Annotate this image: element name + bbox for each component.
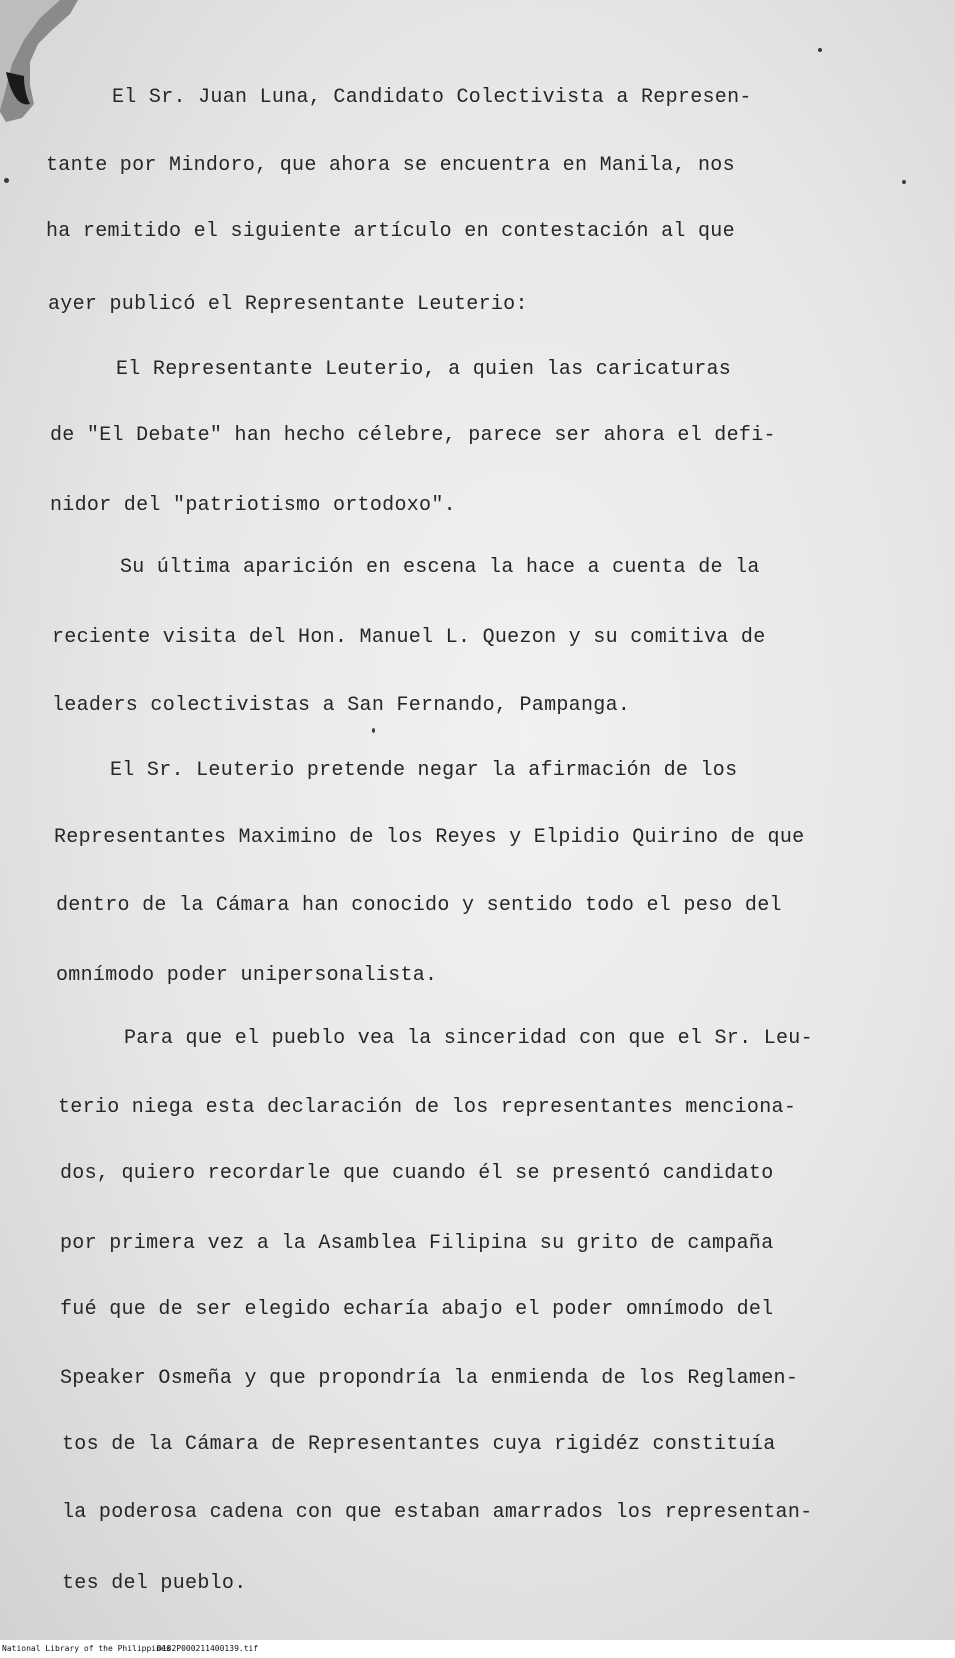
text-line: reciente visita del Hon. Manuel L. Quezon y su comitiva de [52, 626, 766, 649]
ink-speck [818, 48, 822, 52]
text-line: omnímodo poder unipersonalista. [56, 964, 438, 987]
text-line: leaders colectivistas a San Fernando, Pampanga. [52, 694, 631, 717]
text-line: ayer publicó el Representante Leuterio: [48, 293, 528, 316]
text-line: nidor del "patriotismo ortodoxo". [50, 494, 456, 517]
text-line: tes del pueblo. [62, 1572, 247, 1595]
scan-footer [0, 1640, 955, 1658]
library-credit: National Library of the Philippines [2, 1644, 171, 1653]
text-line: dos, quiero recordarle que cuando él se presentó candidato [60, 1162, 774, 1185]
text-line: Para que el pueblo vea la sinceridad con que el Sr. Leu- [124, 1027, 813, 1050]
text-line: por primera vez a la Asamblea Filipina su grito de campaña [60, 1232, 774, 1255]
text-line: tos de la Cámara de Representantes cuya rigidéz constituía [62, 1433, 776, 1456]
file-name: D182P000211400139.tif [157, 1644, 259, 1653]
text-line: de "El Debate" han hecho célebre, parece ser ahora el defi- [50, 424, 776, 447]
text-line: terio niega esta declaración de los representantes menciona- [58, 1096, 797, 1119]
text-line: ha remitido el siguiente artículo en contestación al que [46, 220, 735, 243]
text-line: Su última aparición en escena la hace a cuenta de la [120, 556, 760, 579]
text-line: fué que de ser elegido echaría abajo el poder omnímodo del [60, 1298, 774, 1321]
ink-speck [372, 728, 375, 733]
ink-speck [902, 180, 906, 184]
text-line: El Representante Leuterio, a quien las caricaturas [116, 358, 732, 381]
text-line: dentro de la Cámara han conocido y sentido todo el peso del [56, 894, 782, 917]
text-line: tante por Mindoro, que ahora se encuentra en Manila, nos [46, 154, 735, 177]
text-line: El Sr. Juan Luna, Candidato Colectivista a Represen- [112, 86, 752, 109]
text-line: El Sr. Leuterio pretende negar la afirmación de los [110, 759, 738, 782]
ink-speck [4, 178, 9, 183]
text-line: Representantes Maximino de los Reyes y Elpidio Quirino de que [54, 826, 805, 849]
text-line: Speaker Osmeña y que propondría la enmienda de los Reglamen- [60, 1367, 799, 1390]
text-line: la poderosa cadena con que estaban amarrados los representan- [62, 1501, 813, 1524]
torn-corner-mark [0, 0, 90, 125]
